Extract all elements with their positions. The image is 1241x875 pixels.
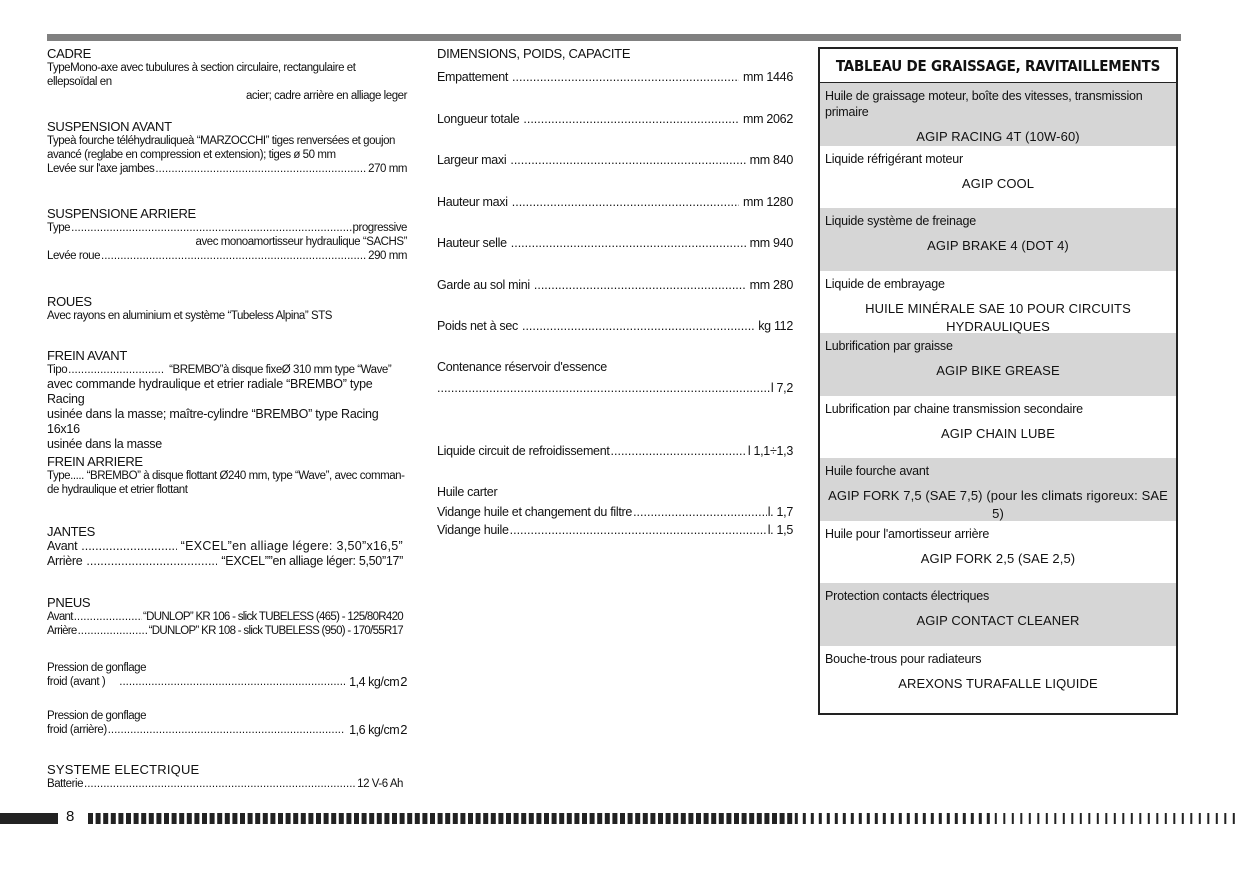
footer-tick: [628, 813, 633, 824]
section-title: JANTES: [47, 524, 96, 539]
footer-tick: [141, 813, 146, 824]
footer-tick: [164, 813, 169, 824]
row-label: Lubrification par graisse: [825, 339, 953, 353]
table-row: [820, 333, 1176, 396]
footer-tick: [883, 813, 886, 824]
footer-tick: [384, 813, 389, 824]
footer-tick: [1173, 813, 1175, 824]
section-title: SUSPENSIONE ARRIERE: [47, 206, 196, 221]
footer-tick: [293, 813, 298, 824]
footer-tick: [1114, 813, 1116, 824]
footer-tick: [666, 813, 671, 824]
footer-tick: [96, 813, 101, 824]
text-line: avec monoamortisseur hydraulique “SACHS”: [195, 236, 407, 248]
spec-label: froid (arrière): [47, 724, 107, 736]
text-line: usinée dans la masse; maître-cylindre “BREMBO” type Racing 16x16: [47, 407, 379, 436]
footer-tick: [835, 813, 838, 824]
table-row: [820, 146, 1176, 209]
section-title: DIMENSIONS, POIDS, CAPACITE: [437, 46, 631, 61]
row-label: Lubrification par chaine transmission secondaire: [825, 401, 1083, 416]
footer-tick: [498, 813, 503, 824]
footer-tick: [843, 813, 846, 824]
footer-tick: [187, 813, 192, 824]
footer-tick: [612, 813, 617, 824]
spec-row: [47, 777, 403, 791]
table-title: TABLEAU DE GRAISSAGE, RAVITAILLEMENTS: [820, 49, 1176, 83]
footer-tick: [1199, 813, 1201, 824]
footer-tick: [460, 813, 465, 824]
spec-label: Levée sur l'axe jambes: [47, 163, 155, 175]
spec-value: mm 840: [749, 153, 793, 167]
section-title: PNEUS: [47, 595, 91, 610]
footer-tick: [704, 813, 709, 824]
row-label: Liquide système de freinage: [825, 214, 976, 228]
spec-value: kg 112: [758, 319, 793, 333]
footer-tick: [819, 813, 822, 824]
footer-tick: [301, 813, 306, 824]
footer-tick: [987, 813, 990, 824]
footer-tick: [1216, 813, 1218, 824]
row-value: AGIP FORK 2,5 (SAE 2,5): [920, 550, 1076, 566]
spec-value: mm 1446: [742, 70, 793, 84]
section-frein-arriere: [47, 454, 409, 497]
footer-tick: [529, 813, 534, 824]
footer-tick: [1131, 813, 1133, 824]
footer-tick: [867, 813, 870, 824]
text-line: acier; cadre arrière en alliage leger: [245, 90, 407, 102]
footer-tick: [134, 813, 139, 824]
spec-label: Tipo: [47, 364, 68, 376]
footer-tick: [118, 813, 123, 824]
spec-value: “DUNLOP” KR 108 - slick TUBELESS (950) - 170/55R17: [148, 625, 403, 637]
footer-tick: [225, 813, 230, 824]
row-value: AGIP BRAKE 4 (DOT 4): [927, 238, 1069, 253]
footer-tick: [156, 813, 161, 824]
footer-tick: [430, 813, 435, 824]
spec-row: [47, 723, 407, 737]
reservoir-block: [437, 360, 793, 396]
spec-value: l 1,1÷1,3: [747, 444, 793, 458]
footer-tick: [1037, 813, 1039, 824]
row-label: Bouche-trous pour radiateurs: [825, 651, 982, 666]
footer-tick: [103, 813, 108, 824]
footer-tick: [476, 813, 481, 824]
footer-tick: [780, 813, 785, 824]
footer-bar: [0, 806, 1241, 828]
text-line: TypeMono-axe avec tubulures à section circulaire, rectangulaire et ellepsoïdal en: [47, 62, 356, 88]
footer-tick: [552, 813, 557, 824]
spec-label: Arrière: [47, 554, 83, 568]
footer-tick: [590, 813, 595, 824]
footer-tick: [1165, 813, 1167, 824]
spec-value: 1,6 kg/cm: [349, 723, 400, 737]
text-line: Avec rayons en aluminium et système “Tubeless Alpina” STS: [47, 310, 332, 322]
row-value: AGIP COOL: [961, 175, 1035, 191]
footer-tick: [248, 813, 253, 824]
row-value: AGIP RACING 4T (10W-60): [916, 129, 1080, 144]
footer-tick: [726, 813, 731, 824]
footer-tick: [907, 813, 910, 824]
text-line: usinée dans la masse: [47, 437, 162, 451]
spec-value: 290 mm: [368, 250, 407, 262]
footer-tick: [286, 813, 291, 824]
footer-tick: [1190, 813, 1192, 824]
footer-tick: [955, 813, 958, 824]
footer-tick: [255, 813, 260, 824]
spec-row: [47, 610, 403, 624]
footer-tick: [995, 813, 997, 824]
section-roues: [47, 294, 407, 323]
footer-tick: [811, 813, 814, 824]
spec-value: “BREMBO”à disque fixeØ 310 mm type “Wave”: [169, 364, 392, 376]
spec-row: [437, 236, 793, 251]
footer-tick: [331, 813, 336, 824]
footer-tick: [308, 813, 313, 824]
footer-tick: [696, 813, 701, 824]
footer-tick: [445, 813, 450, 824]
section-title: SUSPENSION AVANT: [47, 119, 172, 134]
footer-tick: [354, 813, 359, 824]
spec-label: Type: [47, 222, 71, 234]
spec-value: “EXCEL””en alliage léger: 5,50”17”: [221, 554, 403, 568]
footer-tick: [400, 813, 405, 824]
spec-label: froid (avant ): [47, 676, 106, 688]
footer-tick: [947, 813, 950, 824]
footer-tick: [971, 813, 974, 824]
row-label: Liquide de embrayage: [825, 276, 945, 291]
footer-tick: [939, 813, 942, 824]
row-label: Huile pour l'amortisseur arrière: [825, 526, 990, 541]
section-electrique: [47, 762, 403, 791]
footer-tick: [875, 813, 878, 824]
spec-row: [47, 221, 407, 235]
spec-row: [437, 195, 793, 210]
section-frein-avant: [47, 348, 409, 452]
table-row: [820, 271, 1176, 334]
spec-label: Contenance réservoir d'essence: [437, 360, 607, 374]
spec-value: “EXCEL”en alliage légere: 3,50”x16,5”: [180, 539, 403, 553]
footer-tick: [111, 813, 116, 824]
section-pneus: [47, 595, 403, 638]
row-value: HUILE MINÉRALE SAE 10 POUR CIRCUITS HYDRAULIQUES: [865, 300, 1131, 334]
spec-label: Hauteur maxi: [437, 194, 508, 209]
dimensions-column: [437, 46, 793, 537]
table-row: [820, 83, 1176, 146]
spec-row: [437, 70, 793, 85]
footer-tick: [240, 813, 245, 824]
footer-tick: [415, 813, 420, 824]
page-number: 8: [66, 808, 75, 825]
footer-tick: [1063, 813, 1065, 824]
footer-tick: [514, 813, 519, 824]
spec-label: Poids net à sec: [437, 319, 518, 333]
footer-tick: [346, 813, 351, 824]
section-title: SYSTEME ELECTRIQUE: [47, 762, 200, 777]
footer-tick: [1122, 813, 1124, 824]
footer-tick: [787, 813, 792, 824]
superscript: 2: [400, 722, 407, 737]
footer-tick: [362, 813, 367, 824]
footer-tick: [536, 813, 541, 824]
footer-tick: [597, 813, 602, 824]
row-label: Huile de graissage moteur, boîte des vitesses, transmission primaire: [825, 89, 1143, 119]
section-title: FREIN ARRIERE: [47, 454, 143, 469]
footer-tick: [377, 813, 382, 824]
row-value: AREXONS TURAFALLE LIQUIDE: [898, 675, 1098, 691]
spec-row: [47, 539, 403, 554]
table-row: [820, 208, 1176, 271]
footer-tick: [392, 813, 397, 824]
footer-tick: [1207, 813, 1209, 824]
spec-row: [47, 675, 407, 689]
spec-label: Largeur maxi: [437, 153, 507, 167]
footer-tick: [369, 813, 374, 824]
footer-tick: [1003, 813, 1005, 824]
footer-tick: [521, 813, 526, 824]
footer-tick: [1071, 813, 1073, 824]
spec-value: 270 mm: [368, 163, 407, 175]
spec-row: [437, 523, 793, 538]
spec-row: [47, 249, 407, 263]
footer-tick: [324, 813, 329, 824]
footer-tick: [923, 813, 926, 824]
footer-tick: [605, 813, 610, 824]
text-line: Typeà fourche téléhydrauliqueà “MARZOCCHI” tiges renversées et goujon: [47, 135, 395, 147]
footer-tick: [179, 813, 184, 824]
footer-tick: [827, 813, 830, 824]
footer-tick: [979, 813, 982, 824]
footer-tick: [635, 813, 640, 824]
text-line: Pression de gonflage: [47, 662, 147, 674]
text-line: de hydraulique et etrier flottant: [47, 484, 188, 496]
footer-tick: [620, 813, 625, 824]
footer-tick: [1097, 813, 1099, 824]
footer-tick: [1105, 813, 1107, 824]
spec-value: mm 2062: [742, 111, 793, 126]
footer-tick: [1029, 813, 1031, 824]
footer-tick: [506, 813, 511, 824]
footer-tick: [772, 813, 777, 824]
footer-tick: [544, 813, 549, 824]
footer-tick: [574, 813, 579, 824]
spec-row: [437, 444, 793, 459]
footer-tick: [453, 813, 458, 824]
spec-label: Levée roue: [47, 250, 101, 262]
footer-tick: [1054, 813, 1056, 824]
footer-tick: [468, 813, 473, 824]
text-line: Type..... “BREMBO” à disque flottant Ø240 mm, type “Wave”, avec comman-: [47, 470, 405, 482]
footer-tick: [1020, 813, 1022, 824]
footer-tick: [210, 813, 215, 824]
spec-label: Batterie: [47, 778, 84, 790]
footer-tick: [1224, 813, 1226, 824]
footer-tick: [422, 813, 427, 824]
spec-value: l 7,2: [770, 381, 793, 395]
top-rule: [47, 34, 1181, 41]
table-row: [820, 521, 1176, 584]
footer-tick: [757, 813, 762, 824]
footer-tick: [1046, 813, 1048, 824]
footer-tick: [407, 813, 412, 824]
footer-tick: [764, 813, 769, 824]
spec-value: progressive: [352, 222, 407, 234]
footer-tick: [483, 813, 488, 824]
spec-label: Hauteur selle: [437, 236, 507, 250]
table-row: [820, 458, 1176, 521]
footer-tick: [202, 813, 207, 824]
spec-label: Avant: [47, 611, 73, 623]
spec-label: Vidange huile: [437, 523, 509, 537]
footer-tick: [734, 813, 739, 824]
spec-row: [47, 363, 409, 377]
footer-tick: [278, 813, 283, 824]
spec-row: [437, 112, 793, 127]
section-suspension-arriere: [47, 206, 407, 263]
section-title: FREIN AVANT: [47, 348, 128, 363]
footer-tick: [749, 813, 754, 824]
footer-tick: [1012, 813, 1014, 824]
footer-tick: [88, 813, 93, 824]
spec-row: [437, 153, 793, 168]
footer-tick: [719, 813, 724, 824]
footer-tick: [270, 813, 275, 824]
spec-label: Longueur totale: [437, 111, 520, 126]
spec-row: [47, 554, 403, 569]
footer-tick: [851, 813, 854, 824]
footer-tick: [217, 813, 222, 824]
table-row: [820, 646, 1176, 704]
spec-label: Vidange huile et changement du filtre: [437, 505, 633, 519]
spec-row: [47, 624, 403, 638]
spec-label: Avant: [47, 539, 78, 553]
footer-tick: [891, 813, 894, 824]
footer-tick: [711, 813, 716, 824]
row-label: Liquide réfrigérant moteur: [825, 151, 963, 166]
row-value: AGIP BIKE GREASE: [936, 363, 1060, 378]
footer-tick: [194, 813, 199, 824]
spec-value: 12 V-6 Ah: [357, 778, 403, 790]
footer-tick: [658, 813, 663, 824]
footer-tick: [559, 813, 564, 824]
spec-row: [47, 162, 407, 176]
row-label: Protection contacts électriques: [825, 589, 990, 603]
footer-tick: [899, 813, 902, 824]
footer-tick: [643, 813, 648, 824]
table-row: [820, 583, 1176, 646]
table-body: [820, 83, 1176, 704]
row-label: Huile fourche avant: [825, 464, 929, 478]
text-line: Pression de gonflage: [47, 710, 147, 722]
footer-tick: [491, 813, 496, 824]
footer-tick: [1156, 813, 1158, 824]
footer-tick: [963, 813, 966, 824]
footer-tick: [232, 813, 237, 824]
spec-row: [437, 319, 793, 334]
row-value: AGIP CONTACT CLEANER: [916, 613, 1080, 628]
spec-label: Liquide circuit de refroidissement: [437, 444, 610, 458]
row-value: AGIP FORK 7,5 (SAE 7,5) (pour les climats rigoreux: SAE 5): [828, 488, 1168, 521]
lubrication-table: [818, 47, 1178, 715]
footer-tick: [859, 813, 862, 824]
section-title: CADRE: [47, 46, 92, 61]
section-suspension-avant: [47, 119, 407, 176]
spec-label: Garde au sol mini: [437, 277, 530, 292]
spec-value: mm 940: [749, 236, 793, 250]
footer-tick: [650, 813, 655, 824]
row-value: AGIP CHAIN LUBE: [941, 425, 1055, 441]
spec-value: “DUNLOP” KR 106 - slick TUBELESS (465) - 125/80R420: [142, 611, 403, 623]
footer-tick: [673, 813, 678, 824]
section-pression-arriere: [47, 709, 407, 737]
footer-tick: [316, 813, 321, 824]
carter-block: [437, 485, 793, 538]
footer-tick: [688, 813, 693, 824]
spec-row: [437, 381, 793, 396]
section-pression-avant: [47, 661, 407, 689]
footer-tick: [149, 813, 154, 824]
footer-tick: [931, 813, 934, 824]
footer-tick: [1139, 813, 1141, 824]
footer-tick: [795, 813, 798, 824]
footer-tick: [339, 813, 344, 824]
footer-tick: [438, 813, 443, 824]
footer-tick: [1233, 813, 1235, 824]
spec-value: l. 1,7: [767, 505, 793, 519]
footer-tick: [915, 813, 918, 824]
footer-tick: [582, 813, 587, 824]
text-line: avancé (reglabe en compression et extension); tiges ø 50 mm: [47, 149, 336, 161]
spec-value: mm 280: [749, 277, 793, 292]
footer-tick: [567, 813, 572, 824]
footer-tick: [681, 813, 686, 824]
spec-value: l. 1,5: [767, 523, 793, 537]
spec-row: [437, 278, 793, 293]
section-title: ROUES: [47, 294, 92, 309]
superscript: 2: [400, 674, 407, 689]
footer-tick: [1088, 813, 1090, 824]
footer-tick: [172, 813, 177, 824]
text-line: avec commande hydraulique et etrier radiale “BREMBO” type Racing: [47, 377, 373, 406]
footer-tick: [1148, 813, 1150, 824]
footer-tick: [126, 813, 131, 824]
footer-tick: [263, 813, 268, 824]
footer-ticks: [88, 813, 1238, 824]
spec-label: Empattement: [437, 70, 509, 84]
footer-tick: [1182, 813, 1184, 824]
footer-block: [0, 813, 58, 824]
spec-label: Huile carter: [437, 485, 498, 499]
section-cadre: [47, 46, 407, 103]
spec-label: Arrière: [47, 625, 77, 637]
footer-tick: [803, 813, 806, 824]
spec-value: mm 1280: [742, 194, 793, 209]
section-jantes: [47, 524, 403, 569]
footer-tick: [1080, 813, 1082, 824]
table-row: [820, 396, 1176, 459]
spec-row: [437, 505, 793, 520]
footer-tick: [742, 813, 747, 824]
spec-value: 1,4 kg/cm: [349, 675, 400, 689]
